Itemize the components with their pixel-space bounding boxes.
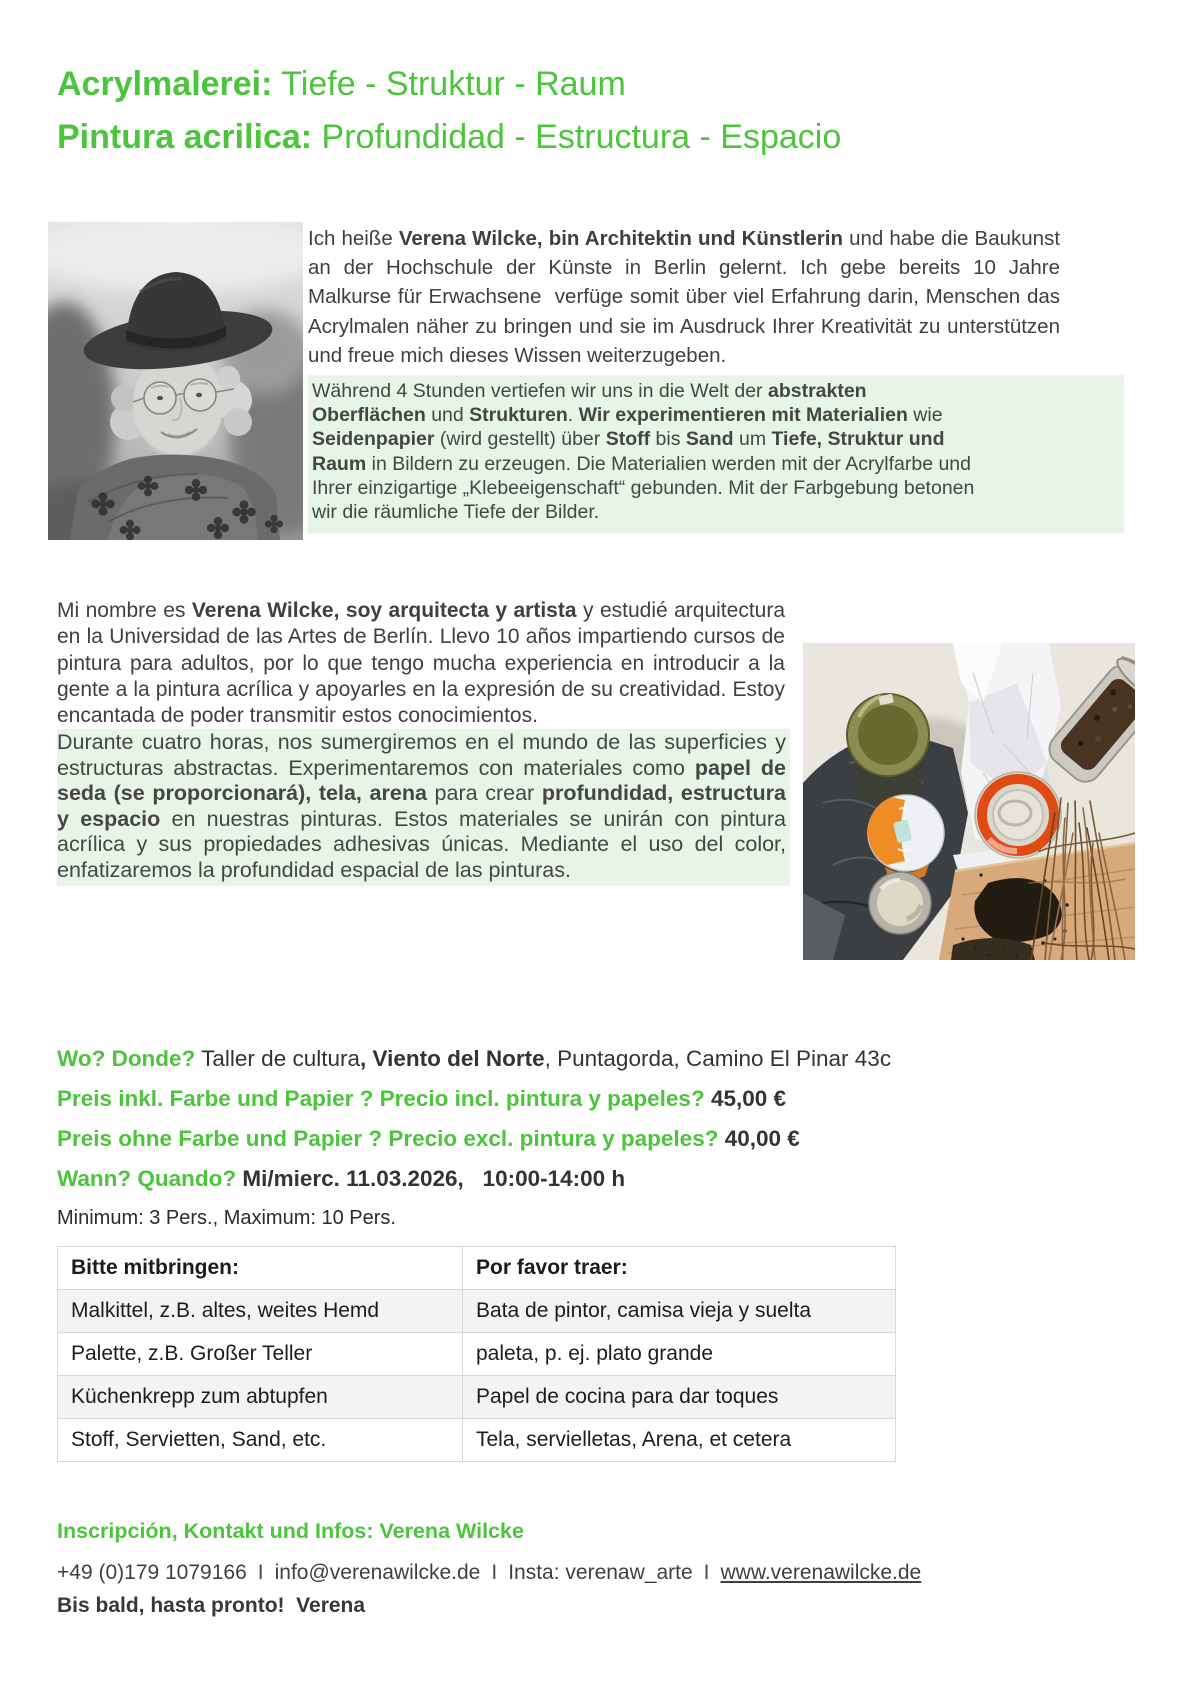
table-row (58, 1290, 896, 1333)
table-header-spanish: Por favor traer: (463, 1247, 896, 1290)
table-header-german: Bitte mitbringen: (58, 1247, 463, 1290)
german-intro-paragraph: Ich heiße Verena Wilcke, bin Architektin und Künstlerin und habe die Baukunst an der Hochschule der Künste in Berlin gelernt. Ich gebe bereits 10 Jahre Malkurse für Erwachsene verfüge somit über viel Erfahrung darin, Menschen das Acrylmalen näher zu bringen und sie im Ausdruck Ihrer Kreativität zu unterstützen und freue mich dieses Wissen weiterzugeben. (308, 227, 1061, 367)
bring-table (57, 1246, 896, 1462)
separator: I (703, 1561, 710, 1584)
website-link[interactable]: www.verenawilcke.de (720, 1561, 922, 1584)
title-german-label: Acrylmalerei: (57, 65, 273, 103)
table-cell: Malkittel, z.B. altes, weites Hemd (58, 1290, 463, 1333)
table-cell: Küchenkrepp zum abtupfen (58, 1376, 463, 1419)
portrait-photo-illustration (48, 222, 303, 540)
table-row (58, 1419, 896, 1462)
table-cell: Bata de pintor, camisa vieja y suelta (463, 1290, 896, 1333)
title-german-rest: Tiefe - Struktur - Raum (272, 65, 626, 103)
materials-photo (803, 643, 1135, 960)
spanish-intro-paragraph: Mi nombre es Verena Wilcke, soy arquitecta y artista y estudié arquitectura en la Universidad de las Artes de Berlín. Llevo 10 años impartiendo cursos de pintura para adultos, por lo que tengo mucha experiencia en introducir a la gente a la pintura acrílica y apoyarles en la expresión de su creatividad. Estoy encantada de poder transmitir estos conocimientos. (57, 599, 786, 728)
table-cell: Tela, servielletas, Arena, et cetera (463, 1419, 896, 1462)
title-spanish-rest: Profundidad - Estructura - Espacio (312, 118, 842, 156)
detail-price-incl: Preis inkl. Farbe und Papier ? Precio incl. pintura y papeles? 45,00 € (57, 1086, 787, 1111)
separator: I (491, 1561, 498, 1584)
german-highlight-paragraph: Während 4 Stunden vertiefen wir uns in die Welt der abstrakten Oberflächen und Strukturen. Wir experimentieren mit Materialien wie Seidenpapier (wird gestellt) über Stoff bis Sand um Tiefe, Struktur und Raum in Bildern zu erzeugen. Die Materialien werden mit der Acrylfarbe und Ihrer einzigartige „Klebeeigenschaft“ gebunden. Mit der Farbgebung betonen wir die räumliche Tiefe der Bilder. (308, 375, 1124, 533)
table-cell: Palette, z.B. Großer Teller (58, 1333, 463, 1376)
phone-number: +49 (0)179 1079166 (57, 1561, 247, 1584)
title-spanish-label: Pintura acrilica: (57, 118, 313, 156)
title-line-spanish (57, 111, 841, 164)
separator: I (257, 1561, 264, 1584)
email-address: info@verenawilcke.de (274, 1561, 481, 1584)
spanish-section (57, 598, 792, 886)
contact-heading: Inscripción, Kontakt und Infos: Verena Wilcke (57, 1519, 524, 1543)
table-header-row (58, 1247, 896, 1290)
table-cell: Papel de cocina para dar toques (463, 1376, 896, 1419)
instagram-handle: Insta: verenaw_arte (508, 1561, 693, 1584)
detail-date-time: Wann? Quando? Mi/mierc. 11.03.2026, 10:00-14:00 h (57, 1166, 626, 1191)
table-cell: Stoff, Servietten, Sand, etc. (58, 1419, 463, 1462)
page-title (57, 58, 841, 164)
portrait-photo (48, 222, 303, 540)
contact-line (57, 1561, 1137, 1585)
table-cell: paleta, p. ej. plato grande (463, 1333, 896, 1376)
detail-location: Wo? Donde? Taller de cultura, Viento del Norte, Puntagorda, Camino El Pinar 43c (57, 1046, 892, 1071)
detail-price-excl: Preis ohne Farbe und Papier ? Precio excl. pintura y papeles? 40,00 € (57, 1126, 800, 1151)
spanish-highlight-paragraph: Durante cuatro horas, nos sumergiremos en el mundo de las superficies y estructuras abstractas. Experimentaremos con materiales como papel de seda (se proporcionará), tela, arena para crear profundidad, estructura y espacio en nuestras pinturas. Estos materiales se unirán con pintura acrílica y sus propiedades adhesivas únicas. Mediante el uso del color, enfatizaremos la profundidad espacial de las pinturas. (57, 729, 790, 885)
materials-photo-illustration (803, 643, 1135, 960)
detail-capacity: Minimum: 3 Pers., Maximum: 10 Pers. (57, 1207, 396, 1229)
table-row (58, 1333, 896, 1376)
footer (57, 1519, 1137, 1618)
german-section (308, 224, 1124, 533)
title-line-german (57, 58, 841, 111)
signoff-text: Bis bald, hasta pronto! Verena (57, 1594, 366, 1617)
course-details (57, 1044, 1137, 1244)
table-row (58, 1376, 896, 1419)
